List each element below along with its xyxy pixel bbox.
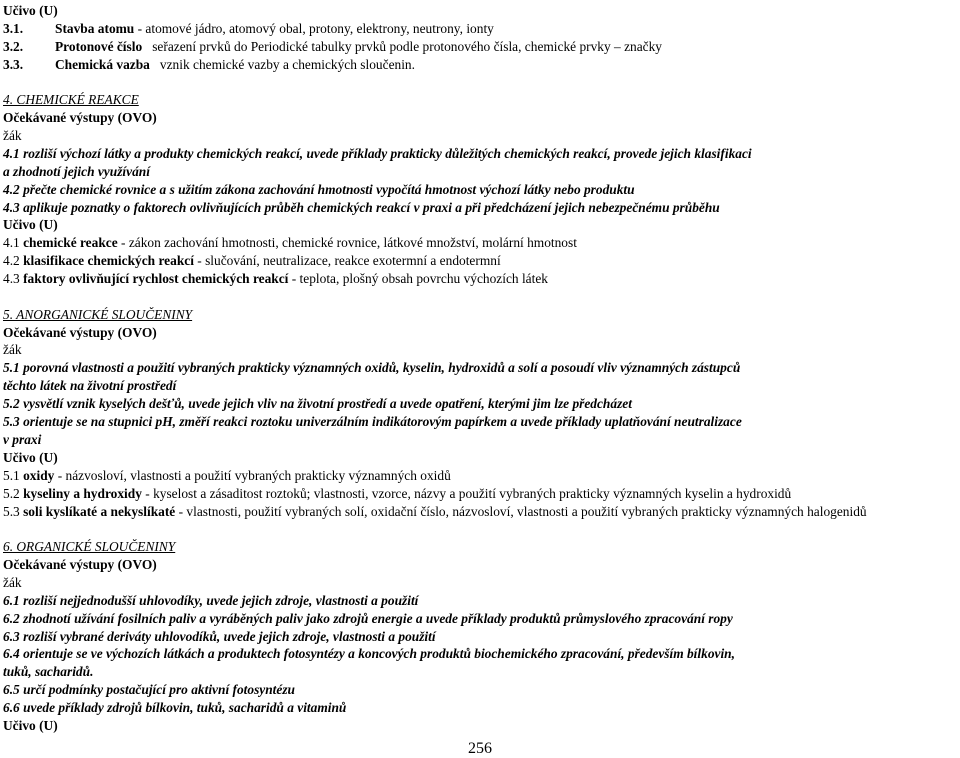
output-line: 4.3 aplikuje poznatky o faktorech ovlivňujících průběh chemických reakcí v praxi a při předcházení jejich nebezpečnému průběhu xyxy=(3,199,720,215)
ovo-label: Očekávané výstupy (OVO) xyxy=(3,110,157,126)
output-line: 6.2 zhodnotí užívání fosilních paliv a vyráběných paliv jako zdrojů energie a uvede příklady produktů průmyslového zpracování ropy xyxy=(3,610,733,626)
section-heading: 6. ORGANICKÉ SLOUČENINY xyxy=(3,538,176,554)
ovo-label: Očekávané výstupy (OVO) xyxy=(3,324,157,340)
list-item: 4.3 faktory ovlivňující rychlost chemických reakcí - teplota, plošný obsah povrchu výchozích látek xyxy=(3,271,548,287)
output-line: 6.3 rozliší vybrané deriváty uhlovodíků, uvede jejich zdroje, vlastnosti a použití xyxy=(3,628,436,644)
output-line: 6.5 určí podmínky postačující pro aktivní fotosyntézu xyxy=(3,682,296,698)
list-item: 5.2 kyseliny a hydroxidy - kyselost a zásaditost roztoků; vlastnosti, vzorce, názvy a použití vybraných prakticky významných kyselin a hydroxidů xyxy=(3,485,792,501)
output-line: a zhodnotí jejich využívání xyxy=(3,163,150,179)
output-line: 6.1 rozliší nejjednodušší uhlovodíky, uvede jejich zdroje, vlastnosti a použití xyxy=(3,592,419,608)
output-line: 5.3 orientuje se na stupnici pH, změří reakci roztoku univerzálním indikátorovým papírkem a uvede příklady uplatňování neutralizace xyxy=(3,414,742,430)
top-ucivo-label: Učivo (U) xyxy=(3,3,58,18)
output-line: 6.4 orientuje se ve výchozích látkách a produktech fotosyntézy a koncových produktů biochemického zpracování, především bílkovin, xyxy=(3,646,735,662)
output-line: 6.6 uvede příklady zdrojů bílkovin, tuků, sacharidů a vitaminů xyxy=(3,700,347,716)
output-line: v praxi xyxy=(3,431,42,447)
list-item: 4.2 klasifikace chemických reakcí - slučování, neutralizace, reakce exotermní a endotermní xyxy=(3,253,501,269)
output-line: 4.1 rozliší výchozí látky a produkty chemických reakcí, uvede příklady prakticky důležitých chemických reakcí, provede jejich klasifikaci xyxy=(3,145,752,161)
list-item: 4.1 chemické reakce - zákon zachování hmotnosti, chemické rovnice, látkové množství, molární hmotnost xyxy=(3,235,577,251)
section-heading: 5. ANORGANICKÉ SLOUČENINY xyxy=(3,306,193,322)
ucivo-label: Učivo (U) xyxy=(3,217,58,233)
list-item: 5.3 soli kyslíkaté a nekyslíkaté - vlastnosti, použití vybraných solí, oxidační číslo, názvosloví, vlastnosti a použití vybraných prakticky významných halogenidů xyxy=(3,503,867,519)
ucivo-label: Učivo (U) xyxy=(3,449,58,465)
list-item: 5.1 oxidy - názvosloví, vlastnosti a použití vybraných prakticky významných oxidů xyxy=(3,467,451,483)
list-item: 3.3. Chemická vazba vznik chemické vazby a chemických sloučenin. xyxy=(3,56,415,72)
page-number: 256 xyxy=(468,740,492,757)
output-line: tuků, sacharidů. xyxy=(3,664,94,680)
section-heading: 4. CHEMICKÉ REAKCE xyxy=(3,92,139,108)
list-item: 3.1. Stavba atomu - atomové jádro, atomový obal, protony, elektrony, neutrony, ionty xyxy=(3,20,494,36)
ucivo-label: Učivo (U) xyxy=(3,718,58,734)
output-line: 4.2 přečte chemické rovnice a s užitím zákona zachování hmotnosti vypočítá hmotnost výchozí látky nebo produktu xyxy=(3,181,635,197)
output-line: 5.2 vysvětlí vznik kyselých dešťů, uvede jejich vliv na životní prostředí a uvede opatření, kterými jim lze předcházet xyxy=(3,396,632,412)
list-item: 3.2. Protonové číslo seřazení prvků do Periodické tabulky prvků podle protonového čísla, chemické prvky – značky xyxy=(3,38,663,54)
zak-label: žák xyxy=(3,574,22,590)
output-line: těchto látek na životní prostředí xyxy=(3,378,177,394)
ovo-label: Očekávané výstupy (OVO) xyxy=(3,556,157,572)
output-line: 5.1 porovná vlastnosti a použití vybraných prakticky významných oxidů, kyselin, hydroxidů a solí a posoudí vliv významných zástupců xyxy=(3,360,741,376)
zak-label: žák xyxy=(3,342,22,358)
zak-label: žák xyxy=(3,127,22,143)
